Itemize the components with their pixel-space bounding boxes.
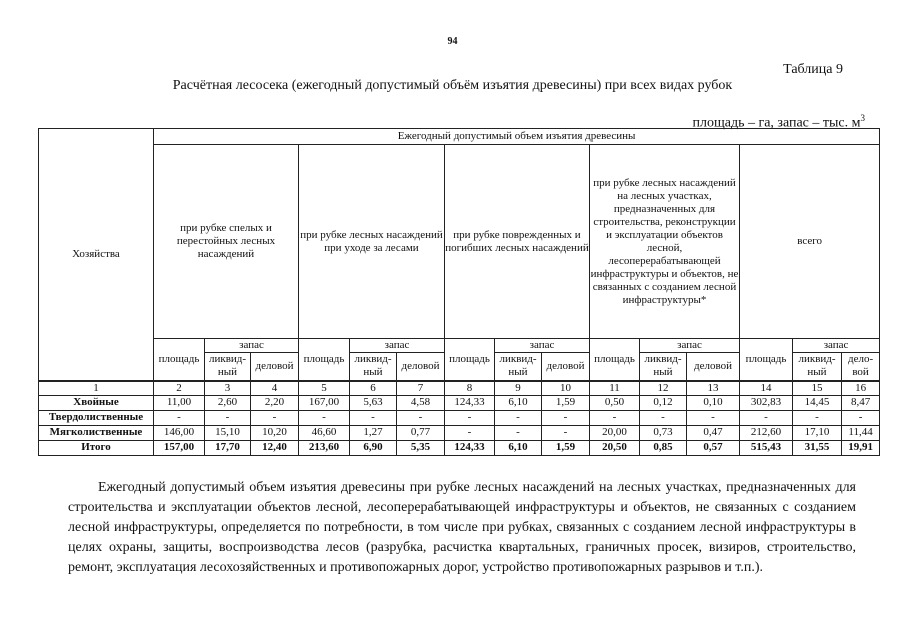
table-cell: 17,70 <box>205 440 251 455</box>
header-farm: Хозяйства <box>39 129 154 381</box>
header-stock: запас <box>793 339 880 353</box>
table-row <box>39 410 880 425</box>
col-number: 11 <box>590 381 640 396</box>
col-number: 14 <box>740 381 793 396</box>
table-cell: 146,00 <box>154 425 205 440</box>
row-name: Мягколиственные <box>39 425 154 440</box>
col-number: 8 <box>445 381 495 396</box>
header-liquid: ликвид-ный <box>205 353 251 381</box>
body-paragraph: Ежегодный допустимый объем изъятия древесины при рубке лесных насаждений на лесных участках, предназначенных для строительства и эксплуатации объектов лесной, лесоперерабатывающей инфраструктуры и объектов, не связанных с созданием лесной инфраструктуры, определяется по потребности, в том числе при рубках, связанных с созданием лесной инфраструктуры в целях охраны, защиты, воспроизводства лесов (разрубка, расчистка квартальных, граничных просек, визиров, строительство, ремонт, эксплуатация лесохозяйственных и противопожарных дорог, устройство противопожарных разрывов и т.п.). <box>68 480 856 575</box>
row-name: Хвойные <box>39 395 154 410</box>
col-number: 4 <box>251 381 299 396</box>
table-cell: 10,20 <box>251 425 299 440</box>
col-number: 9 <box>495 381 542 396</box>
units-superscript: 3 <box>860 113 865 123</box>
table-cell: 5,63 <box>350 395 397 410</box>
header-area: площадь <box>590 339 640 381</box>
table-cell: 11,44 <box>842 425 880 440</box>
col-number: 13 <box>687 381 740 396</box>
table-cell: 1,59 <box>542 395 590 410</box>
table-cell: 12,40 <box>251 440 299 455</box>
header-stock: запас <box>350 339 445 353</box>
units-text: площадь – га, запас – тыс. м <box>692 115 861 131</box>
header-group-total: всего <box>740 145 880 339</box>
table-cell: 0,47 <box>687 425 740 440</box>
table-cell: - <box>740 410 793 425</box>
table-cell: - <box>842 410 880 425</box>
table-row-total <box>39 440 880 455</box>
table-cell: 46,60 <box>299 425 350 440</box>
table-cell: - <box>640 410 687 425</box>
table-cell: 0,57 <box>687 440 740 455</box>
table-cell: 4,58 <box>397 395 445 410</box>
header-stock: запас <box>640 339 740 353</box>
table-cell: 0,12 <box>640 395 687 410</box>
table-cell: 1,27 <box>350 425 397 440</box>
header-group-damaged: при рубке поврежденных и погибших лесных насаждений <box>445 145 590 339</box>
col-number: 12 <box>640 381 687 396</box>
table-cell: 157,00 <box>154 440 205 455</box>
table-cell: - <box>542 410 590 425</box>
table-cell: 2,20 <box>251 395 299 410</box>
col-number: 2 <box>154 381 205 396</box>
table-cell: 0,10 <box>687 395 740 410</box>
table-cell: 302,83 <box>740 395 793 410</box>
header-area: площадь <box>740 339 793 381</box>
table-cell: 167,00 <box>299 395 350 410</box>
table-label: Таблица 9 <box>783 62 843 77</box>
col-number: 7 <box>397 381 445 396</box>
col-number: 6 <box>350 381 397 396</box>
header-liquid: ликвид-ный <box>793 353 842 381</box>
header-business: деловой <box>542 353 590 381</box>
table-cell: 11,00 <box>154 395 205 410</box>
col-number: 16 <box>842 381 880 396</box>
header-area: площадь <box>445 339 495 381</box>
table-cell: - <box>687 410 740 425</box>
table-cell: 515,43 <box>740 440 793 455</box>
table-cell: - <box>495 410 542 425</box>
table-row <box>39 425 880 440</box>
table-cell: 6,10 <box>495 440 542 455</box>
table-cell: 31,55 <box>793 440 842 455</box>
table-cell: 124,33 <box>445 440 495 455</box>
header-business: деловой <box>397 353 445 381</box>
table-cell: 5,35 <box>397 440 445 455</box>
header-stock: запас <box>205 339 299 353</box>
table-cell: 6,10 <box>495 395 542 410</box>
table-cell: - <box>542 425 590 440</box>
row-name: Итого <box>39 440 154 455</box>
table-cell: 1,59 <box>542 440 590 455</box>
table-cell: 0,73 <box>640 425 687 440</box>
table-cell: - <box>590 410 640 425</box>
table-cell: 17,10 <box>793 425 842 440</box>
header-group-construction: при рубке лесных насаждений на лесных участках, предназначенных для строительства, реконструкции и эксплуатации объектов лесной, лесоперерабатывающей инфраструктуры и объектов, не связанных с созданием лесной инфраструктуры* <box>590 145 740 339</box>
header-area: площадь <box>299 339 350 381</box>
table-row <box>39 395 880 410</box>
table-cell: 2,60 <box>205 395 251 410</box>
table-cell: 0,77 <box>397 425 445 440</box>
table-cell: 20,50 <box>590 440 640 455</box>
table-cell: - <box>397 410 445 425</box>
table-cell: - <box>154 410 205 425</box>
table-cell: - <box>495 425 542 440</box>
col-number: 3 <box>205 381 251 396</box>
header-stock: запас <box>495 339 590 353</box>
header-business: деловой <box>687 353 740 381</box>
table-cell: 0,50 <box>590 395 640 410</box>
header-business: деловой <box>251 353 299 381</box>
table-cell: 8,47 <box>842 395 880 410</box>
table-cell: 15,10 <box>205 425 251 440</box>
table-cell: 20,00 <box>590 425 640 440</box>
col-number: 10 <box>542 381 590 396</box>
header-group-mature: при рубке спелых и перестойных лесных насаждений <box>154 145 299 339</box>
col-number: 5 <box>299 381 350 396</box>
table-cell: 14,45 <box>793 395 842 410</box>
table-cell: - <box>350 410 397 425</box>
col-number: 1 <box>39 381 154 396</box>
table-cell: 212,60 <box>740 425 793 440</box>
header-liquid: ликвид-ный <box>495 353 542 381</box>
row-name: Твердолиственные <box>39 410 154 425</box>
allowable-cut-table <box>38 128 880 456</box>
table-cell: - <box>205 410 251 425</box>
header-liquid: ликвид-ный <box>350 353 397 381</box>
header-annual-volume: Ежегодный допустимый объем изъятия древесины <box>154 129 880 145</box>
table-cell: - <box>251 410 299 425</box>
table-cell: 0,85 <box>640 440 687 455</box>
table-title: Расчётная лесосека (ежегодный допустимый объём изъятия древесины) при всех видах рубок <box>172 78 733 93</box>
header-area: площадь <box>154 339 205 381</box>
header-group-thinning: при рубке лесных насаждений при уходе за лесами <box>299 145 445 339</box>
table-cell: 6,90 <box>350 440 397 455</box>
table-cell: - <box>299 410 350 425</box>
table-cell: - <box>445 425 495 440</box>
table-cell: 19,91 <box>842 440 880 455</box>
table-cell: 213,60 <box>299 440 350 455</box>
table-cell: - <box>445 410 495 425</box>
page-number: 94 <box>447 36 458 47</box>
table-cell: - <box>793 410 842 425</box>
header-liquid: ликвид-ный <box>640 353 687 381</box>
header-business: дело-вой <box>842 353 880 381</box>
table-cell: 124,33 <box>445 395 495 410</box>
col-number: 15 <box>793 381 842 396</box>
